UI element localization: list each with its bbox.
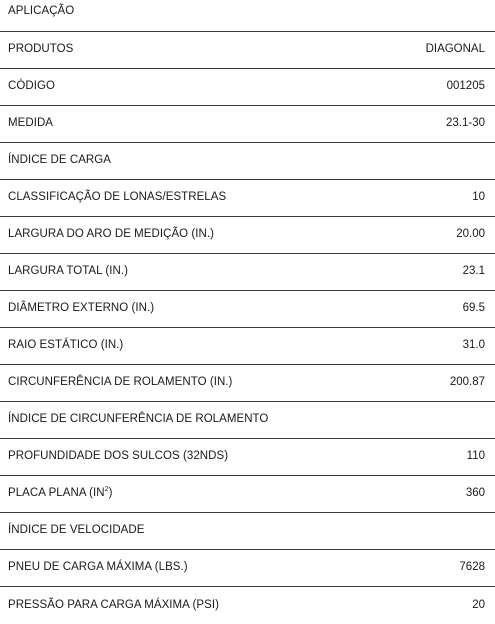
spec-label: MEDIDA bbox=[8, 117, 54, 130]
spec-row-pressao-para-carga-maxima bbox=[0, 587, 495, 624]
spec-value: 360 bbox=[465, 487, 485, 500]
spec-value: 7628 bbox=[459, 561, 485, 574]
spec-label: APLICAÇÃO bbox=[8, 5, 75, 17]
spec-label: PRESSÃO PARA CARGA MÁXIMA (PSI) bbox=[8, 598, 219, 611]
spec-label: PROFUNDIDADE DOS SULCOS (32NDS) bbox=[8, 450, 229, 463]
spec-label: PRODUTOS bbox=[8, 43, 74, 56]
spec-value: 20.00 bbox=[456, 228, 485, 241]
spec-label: CÓDIGO bbox=[8, 80, 55, 93]
spec-label: CIRCUNFERÊNCIA DE ROLAMENTO (IN.) bbox=[8, 376, 233, 389]
spec-row-circunferencia-de-rolamento bbox=[0, 365, 495, 402]
spec-row-placa-plana bbox=[0, 476, 495, 513]
spec-label bbox=[8, 488, 112, 500]
spec-row-raio-estatico bbox=[0, 328, 495, 365]
spec-value: 200.87 bbox=[449, 376, 485, 389]
spec-label: ÍNDICE DE VELOCIDADE bbox=[8, 524, 145, 537]
spec-value: DIAGONAL bbox=[425, 43, 485, 56]
spec-row-profundidade-dos-sulcos bbox=[0, 439, 495, 476]
spec-row-indice-de-carga bbox=[0, 143, 495, 180]
spec-value: 001205 bbox=[446, 80, 485, 93]
spec-row-indice-de-circunferencia bbox=[0, 402, 495, 439]
spec-label: ÍNDICE DE CARGA bbox=[8, 154, 111, 167]
spec-row-largura-total bbox=[0, 254, 495, 291]
spec-label: ÍNDICE DE CIRCUNFERÊNCIA DE ROLAMENTO bbox=[8, 413, 269, 426]
spec-row-medida bbox=[0, 106, 495, 143]
spec-row-codigo bbox=[0, 69, 495, 106]
spec-label-superscript: 2 bbox=[104, 486, 109, 494]
spec-row-classificacao-de-lonas bbox=[0, 180, 495, 217]
spec-row-produtos bbox=[0, 32, 495, 69]
spec-value: 23.1 bbox=[462, 265, 485, 278]
spec-value: 69.5 bbox=[462, 302, 485, 315]
spec-label: LARGURA DO ARO DE MEDIÇÃO (IN.) bbox=[8, 228, 215, 241]
spec-value: 10 bbox=[472, 191, 485, 204]
spec-row-aplicacao bbox=[0, 0, 495, 32]
spec-label: LARGURA TOTAL (IN.) bbox=[8, 265, 129, 278]
spec-label: DIÂMETRO EXTERNO (IN.) bbox=[8, 302, 155, 315]
spec-row-diametro-externo bbox=[0, 291, 495, 328]
spec-label: PNEU DE CARGA MÁXIMA (LBS.) bbox=[8, 561, 188, 574]
spec-row-indice-de-velocidade bbox=[0, 513, 495, 550]
spec-value: 110 bbox=[466, 450, 485, 463]
spec-value: 23.1-30 bbox=[445, 117, 485, 130]
spec-row-largura-do-aro bbox=[0, 217, 495, 254]
spec-value: 20 bbox=[472, 598, 485, 611]
spec-label: RAIO ESTÁTICO (IN.) bbox=[8, 339, 124, 352]
spec-label-suffix: ) bbox=[108, 487, 113, 500]
spec-row-pneu-de-carga-maxima bbox=[0, 550, 495, 587]
spec-value: 31.0 bbox=[462, 339, 485, 352]
spec-label-text: PLACA PLANA (IN bbox=[8, 487, 105, 500]
spec-label: CLASSIFICAÇÃO DE LONAS/ESTRELAS bbox=[8, 191, 227, 204]
